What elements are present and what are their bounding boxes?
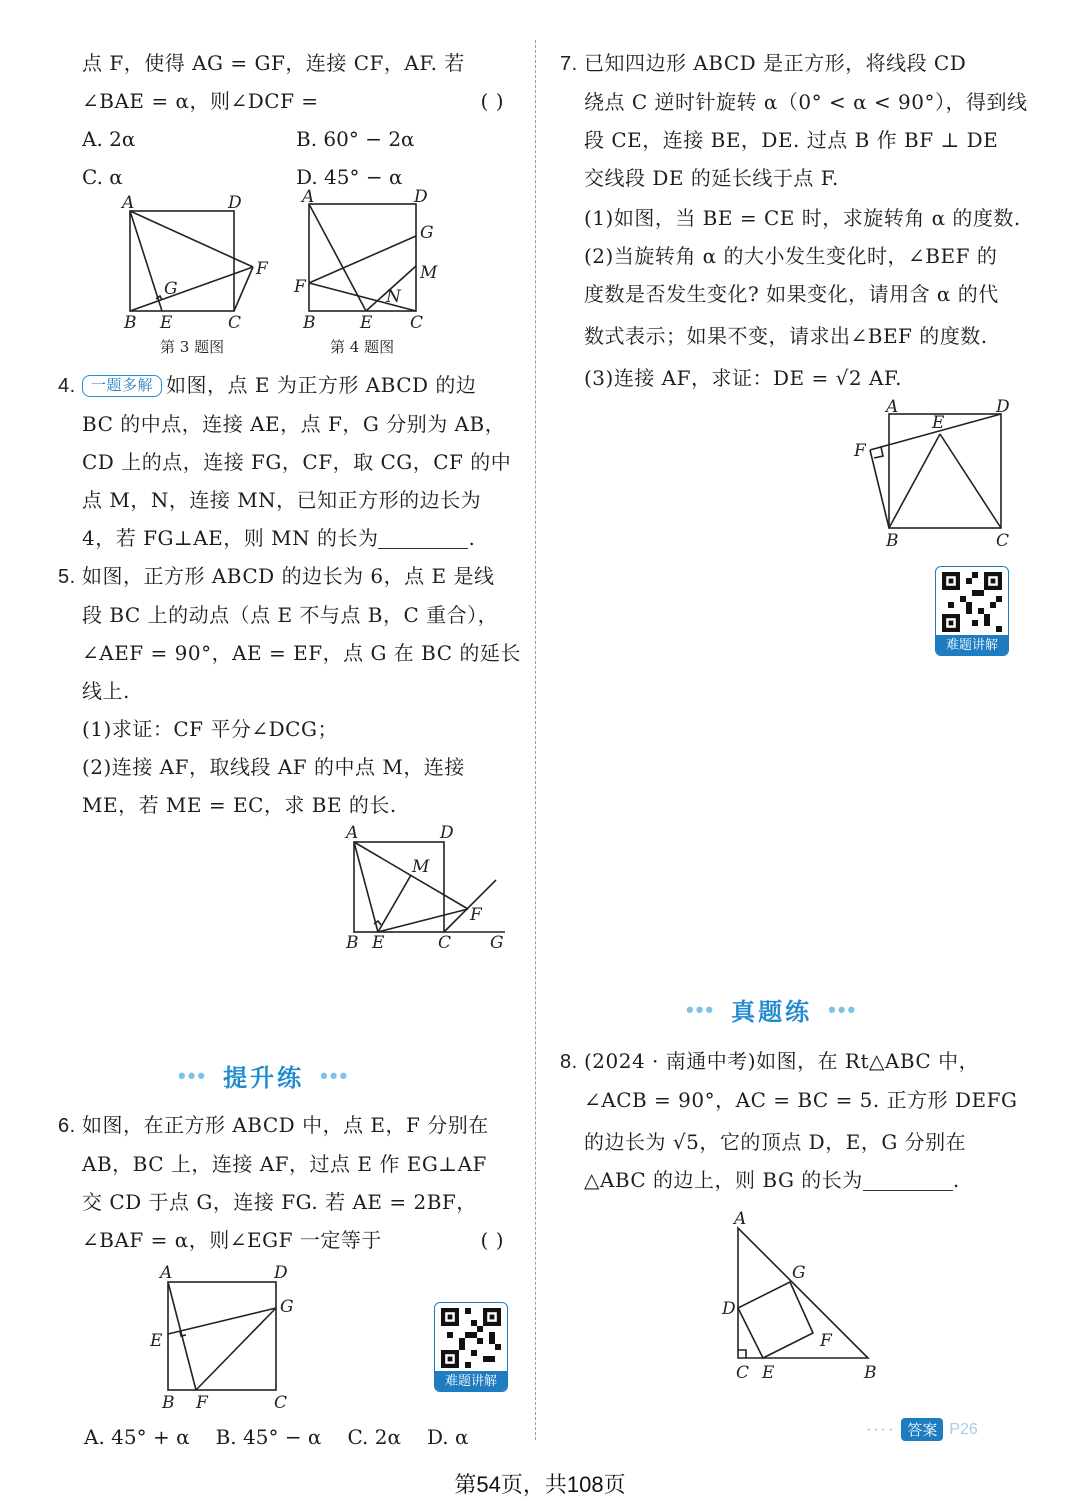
- answer-paren: ( ): [480, 89, 504, 113]
- choice-c: C. 2α: [347, 1425, 401, 1449]
- q6-choices: [58, 1418, 469, 1456]
- fig4-label-f: F: [294, 277, 306, 297]
- fig8-label-e: E: [762, 1363, 775, 1383]
- fig3-label-c: C: [228, 313, 242, 333]
- q4-line-2: BC 的中点，连接 AE，点 F，G 分别为 AB，: [82, 412, 506, 436]
- q5-line-2: 段 BC 上的动点（点 E 不与点 B，C 重合），: [82, 603, 499, 627]
- q5-line-3: ∠AEF = 90°，AE = EF，点 G 在 BC 的延长: [82, 641, 521, 665]
- right-column-bottom: [560, 1042, 1018, 1199]
- q8-line-3: 的边长为 √5，它的顶点 D，E，G 分别在: [584, 1130, 967, 1154]
- qr-code-icon: [441, 1308, 501, 1368]
- fig4-label-a: A: [302, 187, 315, 207]
- choice-d: D. α: [426, 1425, 469, 1449]
- q7-line-8: 数式表示；如果不变，请求出∠BEF 的度数.: [584, 324, 988, 348]
- fig3-caption: 第 3 题图: [160, 338, 225, 356]
- answer-paren: ( ): [480, 1228, 504, 1252]
- q7-line-4: 交线段 DE 的延长线于点 F.: [584, 166, 839, 190]
- left-column-mid: [58, 366, 521, 824]
- section-real-exam: [686, 992, 857, 1027]
- figure-7: [850, 396, 1020, 551]
- fig7-label-d: D: [996, 397, 1010, 417]
- q5-line-1: 5. 如图，正方形 ABCD 的边长为 6，点 E 是线: [58, 564, 495, 588]
- fig4-label-b: B: [303, 313, 316, 333]
- answer-blank[interactable]: [378, 526, 468, 549]
- fig6-label-f: F: [196, 1393, 208, 1412]
- q5-line-7: ME，若 ME = EC，求 BE 的长.: [82, 793, 397, 817]
- q8-line-4: △ABC 的边上，则 BG 的长为 .: [584, 1168, 960, 1192]
- multi-solution-badge: 一题多解: [82, 375, 162, 397]
- q4-line-4: 点 M，N，连接 MN，已知正方形的边长为: [82, 488, 482, 512]
- fig5-label-e: E: [372, 933, 385, 953]
- answer-page: P26: [949, 1420, 978, 1438]
- left-column: [58, 44, 510, 196]
- figure-6: [140, 1262, 310, 1412]
- section-improve: [178, 1058, 349, 1093]
- section-dots-right: •••: [828, 996, 858, 1022]
- q5-line-6: (2)连接 AF，取线段 AF 的中点 M，连接: [82, 755, 465, 779]
- fig7-label-f: F: [854, 441, 866, 461]
- fig6-label-a: A: [160, 1263, 173, 1283]
- fig4-label-d: D: [414, 187, 428, 207]
- choice-c: C. α: [82, 165, 123, 189]
- q5-line-4: 线上.: [82, 679, 130, 703]
- choice-b: B. 60° − 2α: [296, 127, 415, 151]
- q7-line-9: (3)连接 AF，求证：DE = √2 AF.: [584, 366, 903, 390]
- section-dots-right: •••: [320, 1062, 350, 1088]
- qr-code-icon: [942, 572, 1002, 632]
- fig6-label-d: D: [274, 1263, 288, 1283]
- choice-a: A. 45° + α: [84, 1425, 190, 1449]
- fig5-label-m: M: [412, 857, 430, 877]
- fig6-label-c: C: [274, 1393, 288, 1412]
- fig5-label-c: C: [438, 933, 452, 953]
- fig5-label-d: D: [440, 823, 454, 843]
- left-column-bottom: [58, 1106, 510, 1259]
- fig7-label-b: B: [886, 531, 899, 551]
- q4-line-3: CD 上的点，连接 FG，CF，取 CG，CF 的中: [82, 450, 512, 474]
- fig3-label-e: E: [160, 313, 173, 333]
- fig7-label-c: C: [996, 531, 1010, 551]
- fig8-label-c: C: [736, 1363, 750, 1383]
- answer-blank[interactable]: [863, 1168, 953, 1191]
- fig8-label-d: D: [722, 1299, 736, 1319]
- fig4-caption: 第 4 题图: [330, 338, 395, 356]
- q4-line-1: 4. 一题多解 如图，点 E 为正方形 ABCD 的边: [58, 373, 477, 397]
- q8-line-1: 8. (2024 · 南通中考)如图，在 Rt△ABC 中，: [560, 1049, 980, 1073]
- fig5-label-a: A: [346, 823, 359, 843]
- q7-line-2: 绕点 C 逆时针旋转 α（0° < α < 90°），得到线: [584, 90, 1028, 114]
- fig5-label-f: F: [470, 905, 482, 925]
- fig6-label-g: G: [280, 1297, 294, 1317]
- q6-line-4: ∠BAF = α，则∠EGF 一定等于 ( ): [58, 1221, 510, 1259]
- q8-line-2: ∠ACB = 90°，AC = BC = 5. 正方形 DEFG: [584, 1088, 1018, 1112]
- qr-label: 难题讲解: [435, 1371, 507, 1391]
- q6-line-2: AB，BC 上，连接 AF，过点 E 作 EG⊥AF: [82, 1152, 487, 1176]
- column-divider: [535, 40, 536, 1440]
- fig5-label-g: G: [490, 933, 504, 953]
- fig4-label-e: E: [360, 313, 373, 333]
- figure-8: [718, 1208, 888, 1388]
- fig8-label-b: B: [864, 1363, 877, 1383]
- fig4-label-g: G: [420, 223, 434, 243]
- choice-a: A. 2α: [82, 127, 136, 151]
- answer-dots: ····: [866, 1420, 896, 1438]
- section-title-improve: 提升练: [223, 1065, 305, 1092]
- q5-line-5: (1)求证：CF 平分∠DCG；: [82, 717, 338, 741]
- q3-choices: [58, 120, 510, 196]
- answer-label: 答案: [901, 1418, 943, 1441]
- fig4-label-n: N: [386, 287, 401, 307]
- q3-line-1: 点 F，使得 AG = GF，连接 CF，AF. 若: [82, 51, 465, 75]
- choice-d: D. 45° − α: [296, 165, 403, 189]
- fig3-label-d: D: [228, 193, 242, 213]
- q7-line-3: 段 CE，连接 BE，DE. 过点 B 作 BF ⊥ DE: [584, 128, 999, 152]
- q6-line-1: 6. 如图，在正方形 ABCD 中，点 E，F 分别在: [58, 1113, 489, 1137]
- figure-3-4: [110, 186, 450, 358]
- section-dots-left: •••: [178, 1062, 208, 1088]
- q7-line-7: 度数是否发生变化? 如果变化，请用含 α 的代: [584, 282, 999, 306]
- answer-page-tag[interactable]: [866, 1418, 978, 1441]
- fig8-label-a: A: [734, 1209, 747, 1229]
- fig3-label-a: A: [122, 193, 135, 213]
- q4-line-5: 4，若 FG⊥AE，则 MN 的长为 .: [82, 526, 476, 550]
- page-footer: 第54页，共108页: [454, 1472, 626, 1497]
- fig5-label-b: B: [346, 933, 359, 953]
- fig6-label-b: B: [162, 1393, 175, 1412]
- q7-line-6: (2)当旋转角 α 的大小发生变化时，∠BEF 的: [584, 244, 998, 268]
- fig8-label-f: F: [820, 1331, 832, 1351]
- q6-line-3: 交 CD 于点 G，连接 FG. 若 AE = 2BF，: [82, 1190, 477, 1214]
- fig3-label-g: G: [164, 279, 178, 299]
- section-title-real-exam: 真题练: [731, 999, 813, 1026]
- fig3-label-b: B: [124, 313, 137, 333]
- qr-code-hard-problem-2[interactable]: [935, 566, 1009, 656]
- fig4-label-c: C: [410, 313, 424, 333]
- fig3-label-f: F: [256, 259, 268, 279]
- fig6-label-e: E: [150, 1331, 163, 1351]
- fig7-label-e: E: [932, 413, 945, 433]
- figure-5: [340, 820, 520, 955]
- right-column: [560, 44, 1028, 397]
- fig8-label-g: G: [792, 1263, 806, 1283]
- q7-line-1: 7. 已知四边形 ABCD 是正方形，将线段 CD: [560, 51, 967, 75]
- qr-label: 难题讲解: [936, 635, 1008, 655]
- choice-b: B. 45° − α: [215, 1425, 322, 1449]
- q3-line-2: ∠BAE = α，则∠DCF = ( ): [58, 82, 510, 120]
- section-dots-left: •••: [686, 996, 716, 1022]
- fig7-label-a: A: [886, 397, 899, 417]
- q7-line-5: (1)如图，当 BE = CE 时，求旋转角 α 的度数.: [584, 206, 1021, 230]
- fig4-label-m: M: [420, 263, 438, 283]
- qr-code-hard-problem[interactable]: [434, 1302, 508, 1392]
